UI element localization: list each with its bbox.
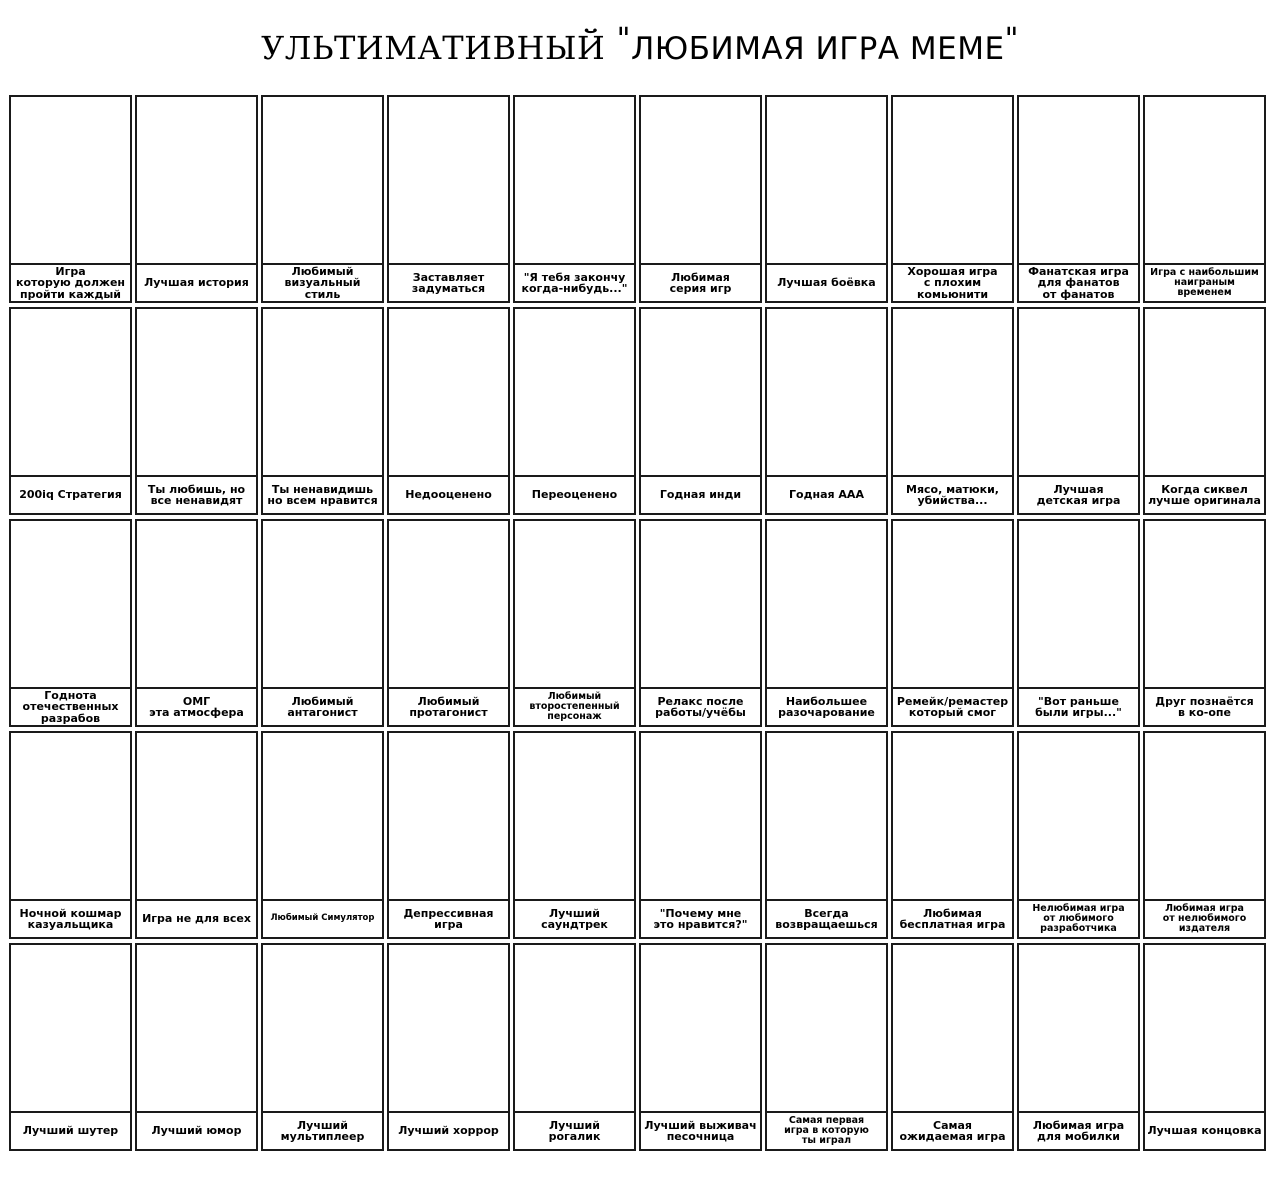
image-slot[interactable] <box>1019 945 1138 1113</box>
image-slot[interactable] <box>1145 733 1264 901</box>
cell-label: Фанатская игра для фанатов от фанатов <box>1028 265 1129 301</box>
cell-label: Всегда возвращаешься <box>775 906 878 931</box>
grid-cell[interactable] <box>135 731 258 939</box>
cell-label: Любимый визуальный стиль <box>284 265 361 301</box>
cell-label: "Я тебя закончу когда-нибудь..." <box>521 270 628 295</box>
image-slot[interactable] <box>263 521 382 689</box>
cell-label: Лучший шутер <box>22 1124 119 1138</box>
cell-label: Лучший мультиплеер <box>280 1118 365 1143</box>
image-slot[interactable] <box>1019 733 1138 901</box>
grid-cell[interactable] <box>387 731 510 939</box>
grid-cell[interactable] <box>765 307 888 515</box>
image-slot[interactable] <box>137 945 256 1113</box>
grid-cell[interactable] <box>891 943 1014 1151</box>
grid-cell[interactable] <box>765 943 888 1151</box>
image-slot[interactable] <box>641 733 760 901</box>
image-slot[interactable] <box>11 97 130 265</box>
grid-cell[interactable] <box>1017 731 1140 939</box>
cell-label: "Почему мне это нравится?" <box>653 906 748 931</box>
image-slot[interactable] <box>893 309 1012 477</box>
image-slot[interactable] <box>515 733 634 901</box>
grid-cell[interactable] <box>513 731 636 939</box>
image-slot[interactable] <box>1019 309 1138 477</box>
image-slot[interactable] <box>11 733 130 901</box>
cell-label: Хорошая игра с плохим комьюнити <box>907 265 998 301</box>
image-slot[interactable] <box>137 97 256 265</box>
grid-cell[interactable] <box>513 943 636 1151</box>
cell-label: Лучшая концовка <box>1147 1124 1262 1138</box>
image-slot[interactable] <box>137 521 256 689</box>
grid-cell[interactable] <box>387 943 510 1151</box>
grid-cell[interactable] <box>1017 95 1140 303</box>
cell-label: Мясо, матюки, убийства... <box>906 482 999 507</box>
cell-label: Любимая серия игр <box>669 270 732 295</box>
image-slot[interactable] <box>263 309 382 477</box>
image-slot[interactable] <box>641 97 760 265</box>
cell-label: Игра не для всех <box>142 912 251 926</box>
image-slot[interactable] <box>767 97 886 265</box>
cell-label: Годная ААА <box>789 488 864 502</box>
grid-cell[interactable] <box>9 731 132 939</box>
grid-cell[interactable] <box>387 307 510 515</box>
grid-cell[interactable] <box>261 943 384 1151</box>
cell-label: Любимая игра для мобилки <box>1032 1118 1125 1143</box>
cell-label: Переоценено <box>531 488 618 502</box>
cell-label: Ремейк/ремастер который смог <box>896 694 1009 719</box>
cell-label: Лучший рогалик <box>548 1118 601 1143</box>
grid-cell[interactable] <box>1017 307 1140 515</box>
grid-cell[interactable] <box>1143 731 1266 939</box>
image-slot[interactable] <box>11 521 130 689</box>
grid-cell[interactable] <box>513 307 636 515</box>
grid-cell[interactable] <box>1143 307 1266 515</box>
cell-label: Релакс после работы/учёбы <box>655 694 746 719</box>
grid-cell[interactable] <box>891 519 1014 727</box>
grid-cell[interactable] <box>639 943 762 1151</box>
image-slot[interactable] <box>263 945 382 1113</box>
cell-label: Лучший выживач песочница <box>644 1118 757 1143</box>
grid-cell[interactable] <box>9 307 132 515</box>
cell-label: Самая ожидаемая игра <box>899 1118 1006 1143</box>
image-slot[interactable] <box>1145 945 1264 1113</box>
grid-cell[interactable] <box>135 519 258 727</box>
grid-cell[interactable] <box>891 95 1014 303</box>
grid-cell[interactable] <box>891 307 1014 515</box>
title-open-quote: " <box>616 22 631 57</box>
grid-cell[interactable] <box>639 95 762 303</box>
image-slot[interactable] <box>389 309 508 477</box>
image-slot[interactable] <box>389 97 508 265</box>
page-title <box>0 22 1280 68</box>
cell-label: Любимый второстепенный персонаж <box>529 691 620 722</box>
image-slot[interactable] <box>389 521 508 689</box>
cell-label: Нелюбимая игра от любимого разработчика <box>1032 903 1125 934</box>
image-slot[interactable] <box>1019 521 1138 689</box>
grid-cell[interactable] <box>387 95 510 303</box>
image-slot[interactable] <box>767 521 886 689</box>
image-slot[interactable] <box>137 309 256 477</box>
image-slot[interactable] <box>641 521 760 689</box>
grid-cell[interactable] <box>261 95 384 303</box>
grid-cell[interactable] <box>639 307 762 515</box>
cell-label: Лучшая детская игра <box>1036 482 1121 507</box>
image-slot[interactable] <box>389 733 508 901</box>
cell-label: Лучший юмор <box>151 1124 242 1138</box>
grid-cell[interactable] <box>1017 519 1140 727</box>
image-slot[interactable] <box>515 945 634 1113</box>
grid-cell[interactable] <box>387 519 510 727</box>
image-slot[interactable] <box>893 97 1012 265</box>
grid-cell[interactable] <box>639 519 762 727</box>
cell-label: Когда сиквел лучше оригинала <box>1148 482 1261 507</box>
cell-label: Лучший саундтрек <box>541 906 608 931</box>
image-slot[interactable] <box>893 945 1012 1113</box>
grid-cell[interactable] <box>135 95 258 303</box>
meme-grid <box>9 95 1269 1151</box>
cell-label: 200iq Стратегия <box>19 488 122 502</box>
cell-label: Наибольшее разочарование <box>778 694 875 719</box>
cell-label: Депрессивная игра <box>403 906 494 931</box>
title-prefix: УЛЬТИМАТИВНЫЙ <box>261 29 606 67</box>
grid-cell[interactable] <box>891 731 1014 939</box>
grid-cell[interactable] <box>135 307 258 515</box>
image-slot[interactable] <box>515 97 634 265</box>
cell-label: Ты любишь, но все ненавидят <box>147 482 246 507</box>
title-main: ЛЮБИМАЯ ИГРА МЕМЕ <box>630 31 1005 67</box>
image-slot[interactable] <box>893 733 1012 901</box>
cell-label: Заставляет задуматься <box>411 270 486 295</box>
grid-cell[interactable] <box>1143 519 1266 727</box>
image-slot[interactable] <box>389 945 508 1113</box>
grid-cell[interactable] <box>9 943 132 1151</box>
cell-label: Годная инди <box>659 488 742 502</box>
cell-label: Лучший хоррор <box>398 1124 499 1138</box>
grid-cell[interactable] <box>9 519 132 727</box>
grid-cell[interactable] <box>513 519 636 727</box>
cell-label: Любимый протагонист <box>409 694 488 719</box>
cell-label: Игра которую должен пройти каждый <box>15 265 126 301</box>
grid-cell[interactable] <box>1143 943 1266 1151</box>
cell-label: Друг познаётся в ко-опе <box>1155 694 1254 719</box>
title-close-quote: " <box>1004 22 1019 57</box>
cell-label: Любимая бесплатная игра <box>899 906 1006 931</box>
image-slot[interactable] <box>1145 521 1264 689</box>
grid-cell[interactable] <box>261 519 384 727</box>
image-slot[interactable] <box>515 309 634 477</box>
cell-label: Любимый антагонист <box>287 694 358 719</box>
image-slot[interactable] <box>1019 97 1138 265</box>
grid-cell[interactable] <box>765 731 888 939</box>
image-slot[interactable] <box>263 733 382 901</box>
cell-label: Самая первая игра в которую ты играл <box>784 1115 869 1146</box>
cell-label: Любимый Симулятор <box>270 913 375 924</box>
image-slot[interactable] <box>263 97 382 265</box>
cell-label: "Вот раньше были игры..." <box>1035 694 1122 719</box>
grid-cell[interactable] <box>1017 943 1140 1151</box>
grid-cell[interactable] <box>261 731 384 939</box>
image-slot[interactable] <box>893 521 1012 689</box>
grid-cell[interactable] <box>261 307 384 515</box>
cell-label: Любимая игра от нелюбимого издателя <box>1162 903 1247 934</box>
cell-label: Лучшая история <box>144 276 249 290</box>
grid-cell[interactable] <box>639 731 762 939</box>
image-slot[interactable] <box>1145 309 1264 477</box>
cell-label: ОМГ эта атмосфера <box>149 694 244 719</box>
image-slot[interactable] <box>137 733 256 901</box>
grid-cell[interactable] <box>765 95 888 303</box>
grid-cell[interactable] <box>765 519 888 727</box>
cell-label: Ты ненавидишь но всем нравится <box>267 482 378 507</box>
image-slot[interactable] <box>767 309 886 477</box>
image-slot[interactable] <box>515 521 634 689</box>
image-slot[interactable] <box>641 309 760 477</box>
image-slot[interactable] <box>1145 97 1264 265</box>
grid-cell[interactable] <box>513 95 636 303</box>
grid-cell[interactable] <box>9 95 132 303</box>
cell-label: Недооценено <box>405 488 492 502</box>
cell-label: Игра с наибольшим наиграным временем <box>1150 267 1259 298</box>
cell-label: Ночной кошмар казуальщика <box>19 906 122 931</box>
image-slot[interactable] <box>11 309 130 477</box>
grid-cell[interactable] <box>1143 95 1266 303</box>
image-slot[interactable] <box>11 945 130 1113</box>
grid-cell[interactable] <box>135 943 258 1151</box>
image-slot[interactable] <box>641 945 760 1113</box>
image-slot[interactable] <box>767 945 886 1113</box>
cell-label: Годнота отечественных разрабов <box>22 689 119 725</box>
image-slot[interactable] <box>767 733 886 901</box>
cell-label: Лучшая боёвка <box>777 276 876 290</box>
